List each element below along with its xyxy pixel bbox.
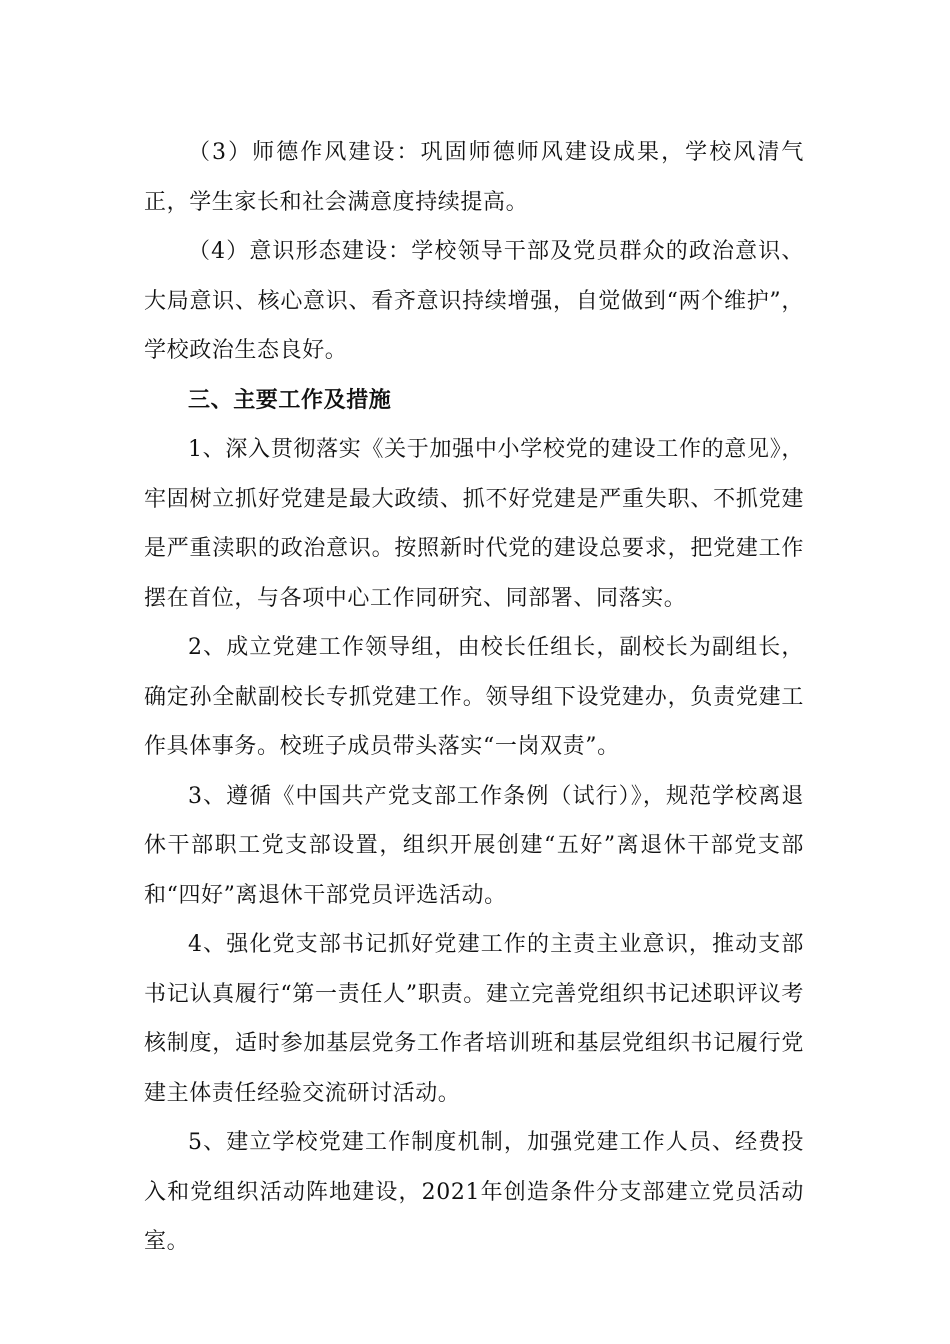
measure-item-5: 5、建立学校党建工作制度机制，加强党建工作人员、经费投入和党组织活动阵地建设，2021年创造条件分支部建立党员活动室。	[144, 1130, 804, 1254]
measure-item-4: 4、强化党支部书记抓好党建工作的主责主业意识，推动支部书记认真履行“第一责任人”职责。建立完善党组织书记述职评议考核制度，适时参加基层党务工作者培训班和基层党组织书记履行党建主体责任经验交流研讨活动。	[144, 932, 804, 1106]
measure-item-1: 1、深入贯彻落实《关于加强中小学校党的建设工作的意见》，牢固树立抓好党建是最大政绩、抓不好党建是严重失职、不抓党建是严重渎职的政治意识。按照新时代党的建设总要求，把党建工作摆在首位，与各项中心工作同研究、同部署、同落实。	[144, 437, 804, 611]
measure-item-3: 3、遵循《中国共产党支部工作条例（试行）》，规范学校离退休干部职工党支部设置，组织开展创建“五好”离退休干部党支部和“四好”离退休干部党员评选活动。	[144, 783, 804, 908]
paragraph-ideology: （4）意识形态建设：学校领导干部及党员群众的政治意识、大局意识、核心意识、看齐意识持续增强，自觉做到“两个维护”，学校政治生态良好。	[144, 239, 804, 363]
measure-item-2: 2、成立党建工作领导组，由校长任组长，副校长为副组长，确定孙全献副校长专抓党建工作。领导组下设党建办，负责党建工作具体事务。校班子成员带头落实“一岗双责”。	[144, 635, 804, 759]
document-body	[144, 128, 804, 1267]
section-heading: 三、主要工作及措施	[188, 387, 392, 413]
paragraph-teacher-ethics: （3）师德作风建设：巩固师德师风建设成果，学校风清气正，学生家长和社会满意度持续提高。	[144, 140, 804, 215]
